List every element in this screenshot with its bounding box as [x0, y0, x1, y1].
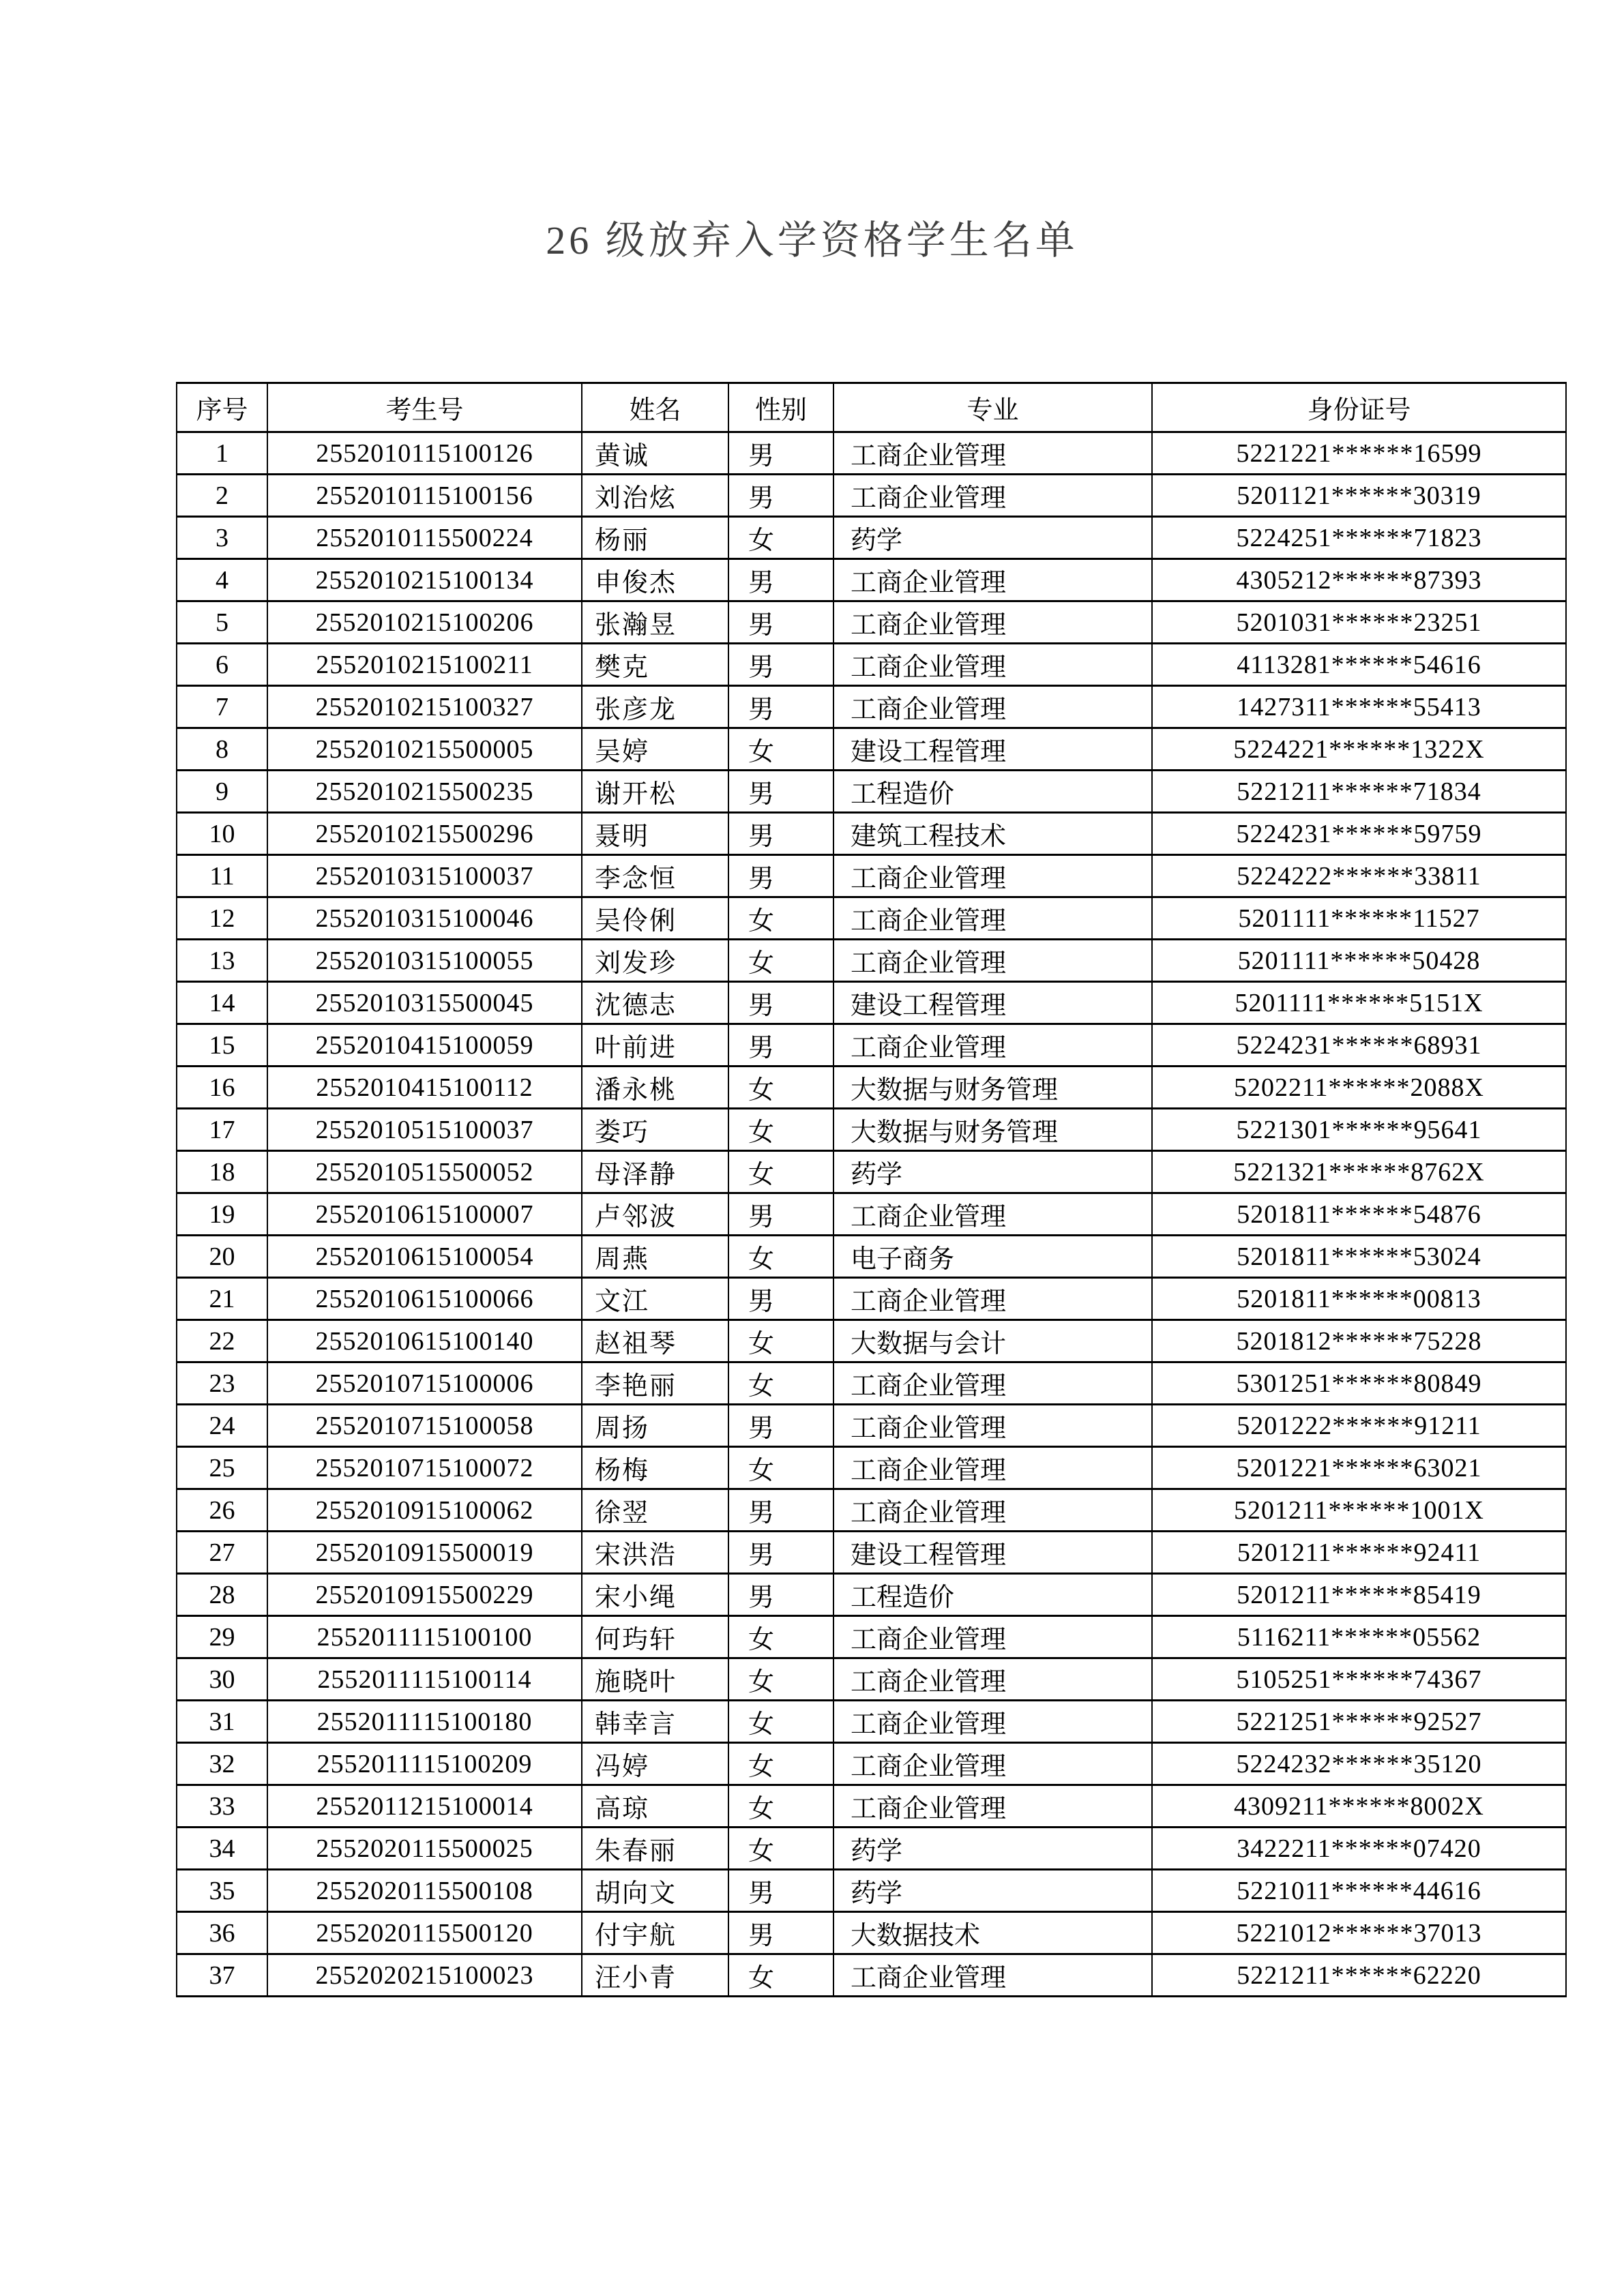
cell-gender: 男	[728, 982, 833, 1024]
cell-seq: 34	[177, 1828, 267, 1870]
cell-gender: 男	[728, 813, 833, 855]
cell-id-number: 5224232******35120	[1152, 1743, 1566, 1785]
cell-name: 何玙轩	[582, 1616, 728, 1658]
cell-id-number: 5221321******8762X	[1152, 1151, 1566, 1193]
cell-gender: 女	[728, 517, 833, 559]
table-row	[177, 1870, 1566, 1912]
cell-id-number: 3422211******07420	[1152, 1828, 1566, 1870]
cell-exam-number: 2552010915500019	[267, 1532, 582, 1574]
column-header-name: 姓名	[582, 383, 728, 432]
table-row	[177, 432, 1566, 475]
column-header-seq: 序号	[177, 383, 267, 432]
cell-id-number: 5201221******63021	[1152, 1447, 1566, 1489]
cell-gender: 女	[728, 1701, 833, 1743]
cell-id-number: 5224221******1322X	[1152, 728, 1566, 771]
cell-seq: 33	[177, 1785, 267, 1828]
cell-gender: 男	[728, 432, 833, 475]
cell-major: 药学	[833, 1828, 1152, 1870]
cell-major: 工商企业管理	[833, 1489, 1152, 1532]
cell-id-number: 5201211******85419	[1152, 1574, 1566, 1616]
cell-id-number: 5201121******30319	[1152, 475, 1566, 517]
table-row	[177, 1785, 1566, 1828]
cell-major: 工商企业管理	[833, 432, 1152, 475]
cell-exam-number: 2552010715100058	[267, 1405, 582, 1447]
table-row	[177, 1616, 1566, 1658]
cell-major: 建设工程管理	[833, 1532, 1152, 1574]
cell-id-number: 5221011******44616	[1152, 1870, 1566, 1912]
cell-name: 张瀚昱	[582, 601, 728, 644]
cell-seq: 26	[177, 1489, 267, 1532]
cell-name: 卢邻波	[582, 1193, 728, 1236]
cell-name: 李念恒	[582, 855, 728, 897]
cell-gender: 女	[728, 1658, 833, 1701]
cell-gender: 男	[728, 475, 833, 517]
cell-seq: 11	[177, 855, 267, 897]
cell-exam-number: 2552010715100006	[267, 1362, 582, 1405]
cell-exam-number: 2552010115500224	[267, 517, 582, 559]
cell-major: 大数据技术	[833, 1912, 1152, 1954]
cell-major: 工商企业管理	[833, 1024, 1152, 1067]
cell-gender: 男	[728, 855, 833, 897]
cell-exam-number: 2552020115500025	[267, 1828, 582, 1870]
cell-id-number: 5221251******92527	[1152, 1701, 1566, 1743]
cell-exam-number: 2552011115100100	[267, 1616, 582, 1658]
cell-gender: 女	[728, 1151, 833, 1193]
cell-name: 付宇航	[582, 1912, 728, 1954]
cell-id-number: 5224231******68931	[1152, 1024, 1566, 1067]
cell-exam-number: 2552011115100209	[267, 1743, 582, 1785]
cell-gender: 女	[728, 728, 833, 771]
cell-major: 药学	[833, 1151, 1152, 1193]
cell-major: 工商企业管理	[833, 897, 1152, 940]
cell-gender: 男	[728, 559, 833, 601]
cell-name: 樊克	[582, 644, 728, 686]
cell-seq: 19	[177, 1193, 267, 1236]
cell-major: 工商企业管理	[833, 686, 1152, 728]
cell-name: 吴伶俐	[582, 897, 728, 940]
cell-major: 工商企业管理	[833, 1405, 1152, 1447]
cell-gender: 女	[728, 1447, 833, 1489]
cell-seq: 24	[177, 1405, 267, 1447]
table-row	[177, 644, 1566, 686]
cell-seq: 7	[177, 686, 267, 728]
cell-seq: 1	[177, 432, 267, 475]
cell-gender: 女	[728, 1954, 833, 1997]
cell-gender: 男	[728, 1405, 833, 1447]
cell-exam-number: 2552010315100046	[267, 897, 582, 940]
cell-exam-number: 2552010315500045	[267, 982, 582, 1024]
cell-id-number: 5201111******11527	[1152, 897, 1566, 940]
cell-seq: 14	[177, 982, 267, 1024]
cell-gender: 男	[728, 1912, 833, 1954]
cell-id-number: 5221211******71834	[1152, 771, 1566, 813]
cell-name: 杨丽	[582, 517, 728, 559]
cell-major: 工商企业管理	[833, 855, 1152, 897]
cell-major: 工程造价	[833, 1574, 1152, 1616]
cell-name: 文江	[582, 1278, 728, 1320]
cell-major: 大数据与财务管理	[833, 1109, 1152, 1151]
column-header-major: 专业	[833, 383, 1152, 432]
student-table	[176, 382, 1567, 1997]
cell-major: 工商企业管理	[833, 601, 1152, 644]
table-row	[177, 1954, 1566, 1997]
cell-major: 工商企业管理	[833, 559, 1152, 601]
cell-id-number: 4305212******87393	[1152, 559, 1566, 601]
cell-name: 宋小绳	[582, 1574, 728, 1616]
table-row	[177, 1236, 1566, 1278]
cell-exam-number: 2552010515100037	[267, 1109, 582, 1151]
cell-id-number: 4113281******54616	[1152, 644, 1566, 686]
cell-seq: 35	[177, 1870, 267, 1912]
cell-major: 工商企业管理	[833, 475, 1152, 517]
cell-gender: 男	[728, 771, 833, 813]
cell-gender: 女	[728, 1067, 833, 1109]
cell-seq: 3	[177, 517, 267, 559]
table-row	[177, 813, 1566, 855]
cell-exam-number: 2552020115500120	[267, 1912, 582, 1954]
cell-exam-number: 2552020115500108	[267, 1870, 582, 1912]
cell-exam-number: 2552010615100066	[267, 1278, 582, 1320]
cell-exam-number: 2552010915100062	[267, 1489, 582, 1532]
cell-seq: 18	[177, 1151, 267, 1193]
cell-gender: 男	[728, 1489, 833, 1532]
cell-seq: 22	[177, 1320, 267, 1362]
cell-id-number: 5201031******23251	[1152, 601, 1566, 644]
table-row	[177, 1912, 1566, 1954]
table-row	[177, 1151, 1566, 1193]
cell-id-number: 5201811******00813	[1152, 1278, 1566, 1320]
cell-name: 母泽静	[582, 1151, 728, 1193]
cell-seq: 27	[177, 1532, 267, 1574]
table-row	[177, 1447, 1566, 1489]
cell-major: 工商企业管理	[833, 1785, 1152, 1828]
table-row	[177, 1574, 1566, 1616]
cell-seq: 25	[177, 1447, 267, 1489]
cell-seq: 10	[177, 813, 267, 855]
cell-name: 冯婷	[582, 1743, 728, 1785]
cell-seq: 12	[177, 897, 267, 940]
cell-gender: 男	[728, 601, 833, 644]
cell-major: 药学	[833, 1870, 1152, 1912]
cell-id-number: 4309211******8002X	[1152, 1785, 1566, 1828]
table-row	[177, 1658, 1566, 1701]
cell-major: 药学	[833, 517, 1152, 559]
table-row	[177, 601, 1566, 644]
cell-exam-number: 2552010115100126	[267, 432, 582, 475]
cell-name: 谢开松	[582, 771, 728, 813]
cell-gender: 男	[728, 1278, 833, 1320]
cell-exam-number: 2552010915500229	[267, 1574, 582, 1616]
table-row	[177, 1743, 1566, 1785]
cell-id-number: 5201211******1001X	[1152, 1489, 1566, 1532]
cell-exam-number: 2552010415100112	[267, 1067, 582, 1109]
cell-name: 胡向文	[582, 1870, 728, 1912]
cell-seq: 29	[177, 1616, 267, 1658]
cell-seq: 20	[177, 1236, 267, 1278]
cell-major: 电子商务	[833, 1236, 1152, 1278]
cell-gender: 女	[728, 1320, 833, 1362]
cell-major: 工商企业管理	[833, 940, 1152, 982]
cell-major: 建设工程管理	[833, 982, 1152, 1024]
table-row	[177, 940, 1566, 982]
cell-gender: 女	[728, 1616, 833, 1658]
cell-exam-number: 2552010315100055	[267, 940, 582, 982]
cell-exam-number: 2552010715100072	[267, 1447, 582, 1489]
cell-id-number: 5221211******62220	[1152, 1954, 1566, 1997]
cell-name: 张彦龙	[582, 686, 728, 728]
cell-name: 娄巧	[582, 1109, 728, 1151]
cell-id-number: 5224251******71823	[1152, 517, 1566, 559]
table-header-row	[177, 383, 1566, 432]
cell-seq: 16	[177, 1067, 267, 1109]
cell-seq: 32	[177, 1743, 267, 1785]
cell-id-number: 5221012******37013	[1152, 1912, 1566, 1954]
table-row	[177, 1193, 1566, 1236]
cell-id-number: 5224222******33811	[1152, 855, 1566, 897]
cell-major: 工商企业管理	[833, 1701, 1152, 1743]
cell-name: 宋洪浩	[582, 1532, 728, 1574]
cell-name: 李艳丽	[582, 1362, 728, 1405]
page-title: 26 级放弃入学资格学生名单	[546, 218, 1078, 263]
cell-name: 赵祖琴	[582, 1320, 728, 1362]
cell-gender: 男	[728, 1574, 833, 1616]
cell-exam-number: 2552010315100037	[267, 855, 582, 897]
cell-seq: 28	[177, 1574, 267, 1616]
column-header-id-number: 身份证号	[1152, 383, 1566, 432]
cell-gender: 男	[728, 1870, 833, 1912]
table-row	[177, 1701, 1566, 1743]
cell-exam-number: 2552010215100206	[267, 601, 582, 644]
cell-seq: 21	[177, 1278, 267, 1320]
cell-name: 施晓叶	[582, 1658, 728, 1701]
cell-major: 工程造价	[833, 771, 1152, 813]
cell-exam-number: 2552020215100023	[267, 1954, 582, 1997]
column-header-exam-number: 考生号	[267, 383, 582, 432]
table-row	[177, 1828, 1566, 1870]
table-row	[177, 1532, 1566, 1574]
cell-exam-number: 2552010615100007	[267, 1193, 582, 1236]
cell-name: 韩幸言	[582, 1701, 728, 1743]
cell-id-number: 5201111******50428	[1152, 940, 1566, 982]
cell-exam-number: 2552010215500235	[267, 771, 582, 813]
cell-exam-number: 2552010615100140	[267, 1320, 582, 1362]
cell-id-number: 5221301******95641	[1152, 1109, 1566, 1151]
cell-id-number: 5116211******05562	[1152, 1616, 1566, 1658]
cell-gender: 女	[728, 940, 833, 982]
cell-major: 工商企业管理	[833, 1193, 1152, 1236]
cell-major: 工商企业管理	[833, 1616, 1152, 1658]
cell-gender: 男	[728, 1024, 833, 1067]
cell-id-number: 5201811******54876	[1152, 1193, 1566, 1236]
table-row	[177, 517, 1566, 559]
cell-name: 黄诚	[582, 432, 728, 475]
cell-seq: 23	[177, 1362, 267, 1405]
table-row	[177, 475, 1566, 517]
cell-id-number: 1427311******55413	[1152, 686, 1566, 728]
cell-major: 建筑工程技术	[833, 813, 1152, 855]
cell-id-number: 5201812******75228	[1152, 1320, 1566, 1362]
cell-gender: 女	[728, 1362, 833, 1405]
table-row	[177, 1489, 1566, 1532]
table-row	[177, 897, 1566, 940]
cell-seq: 36	[177, 1912, 267, 1954]
cell-gender: 女	[728, 1236, 833, 1278]
table-row	[177, 855, 1566, 897]
cell-exam-number: 2552010215100134	[267, 559, 582, 601]
cell-major: 工商企业管理	[833, 1362, 1152, 1405]
cell-exam-number: 2552010215500005	[267, 728, 582, 771]
table-row	[177, 559, 1566, 601]
table-header	[177, 383, 1566, 432]
cell-id-number: 5201211******92411	[1152, 1532, 1566, 1574]
cell-gender: 男	[728, 686, 833, 728]
cell-major: 工商企业管理	[833, 1658, 1152, 1701]
cell-major: 工商企业管理	[833, 1954, 1152, 1997]
cell-seq: 9	[177, 771, 267, 813]
cell-exam-number: 2552010215100211	[267, 644, 582, 686]
cell-seq: 13	[177, 940, 267, 982]
cell-id-number: 5201222******91211	[1152, 1405, 1566, 1447]
cell-name: 叶前进	[582, 1024, 728, 1067]
cell-gender: 男	[728, 1193, 833, 1236]
table-row	[177, 1405, 1566, 1447]
cell-exam-number: 2552010515500052	[267, 1151, 582, 1193]
cell-exam-number: 2552010215100327	[267, 686, 582, 728]
cell-exam-number: 2552011115100180	[267, 1701, 582, 1743]
cell-gender: 男	[728, 1532, 833, 1574]
cell-seq: 8	[177, 728, 267, 771]
cell-gender: 女	[728, 897, 833, 940]
cell-exam-number: 2552010115100156	[267, 475, 582, 517]
cell-id-number: 5201811******53024	[1152, 1236, 1566, 1278]
cell-name: 周燕	[582, 1236, 728, 1278]
cell-name: 徐翌	[582, 1489, 728, 1532]
cell-id-number: 5301251******80849	[1152, 1362, 1566, 1405]
cell-name: 高琼	[582, 1785, 728, 1828]
cell-seq: 31	[177, 1701, 267, 1743]
cell-exam-number: 2552010615100054	[267, 1236, 582, 1278]
cell-name: 刘发珍	[582, 940, 728, 982]
student-table-body	[177, 432, 1566, 1997]
cell-gender: 女	[728, 1828, 833, 1870]
cell-seq: 4	[177, 559, 267, 601]
cell-gender: 女	[728, 1785, 833, 1828]
cell-name: 周扬	[582, 1405, 728, 1447]
table-row	[177, 1067, 1566, 1109]
cell-major: 建设工程管理	[833, 728, 1152, 771]
cell-id-number: 5202211******2088X	[1152, 1067, 1566, 1109]
cell-exam-number: 2552010415100059	[267, 1024, 582, 1067]
cell-seq: 17	[177, 1109, 267, 1151]
cell-major: 工商企业管理	[833, 644, 1152, 686]
cell-seq: 15	[177, 1024, 267, 1067]
table-row	[177, 728, 1566, 771]
cell-exam-number: 2552010215500296	[267, 813, 582, 855]
cell-exam-number: 2552011115100114	[267, 1658, 582, 1701]
cell-major: 工商企业管理	[833, 1447, 1152, 1489]
cell-id-number: 5224231******59759	[1152, 813, 1566, 855]
cell-name: 聂明	[582, 813, 728, 855]
table-row	[177, 1362, 1566, 1405]
cell-id-number: 5221221******16599	[1152, 432, 1566, 475]
cell-exam-number: 2552011215100014	[267, 1785, 582, 1828]
column-header-gender: 性别	[728, 383, 833, 432]
table-row	[177, 1278, 1566, 1320]
cell-gender: 男	[728, 644, 833, 686]
cell-name: 潘永桃	[582, 1067, 728, 1109]
cell-major: 大数据与财务管理	[833, 1067, 1152, 1109]
table-row	[177, 686, 1566, 728]
cell-seq: 6	[177, 644, 267, 686]
cell-name: 吴婷	[582, 728, 728, 771]
table-row	[177, 1320, 1566, 1362]
cell-seq: 5	[177, 601, 267, 644]
cell-gender: 女	[728, 1743, 833, 1785]
cell-id-number: 5201111******5151X	[1152, 982, 1566, 1024]
table-row	[177, 1024, 1566, 1067]
cell-seq: 2	[177, 475, 267, 517]
cell-name: 朱春丽	[582, 1828, 728, 1870]
cell-gender: 女	[728, 1109, 833, 1151]
cell-major: 工商企业管理	[833, 1743, 1152, 1785]
table-row	[177, 982, 1566, 1024]
cell-seq: 37	[177, 1954, 267, 1997]
cell-name: 杨梅	[582, 1447, 728, 1489]
cell-name: 申俊杰	[582, 559, 728, 601]
cell-id-number: 5105251******74367	[1152, 1658, 1566, 1701]
table-row	[177, 1109, 1566, 1151]
cell-name: 汪小青	[582, 1954, 728, 1997]
cell-name: 沈德志	[582, 982, 728, 1024]
cell-name: 刘治炫	[582, 475, 728, 517]
cell-major: 大数据与会计	[833, 1320, 1152, 1362]
table-row	[177, 771, 1566, 813]
cell-major: 工商企业管理	[833, 1278, 1152, 1320]
cell-seq: 30	[177, 1658, 267, 1701]
